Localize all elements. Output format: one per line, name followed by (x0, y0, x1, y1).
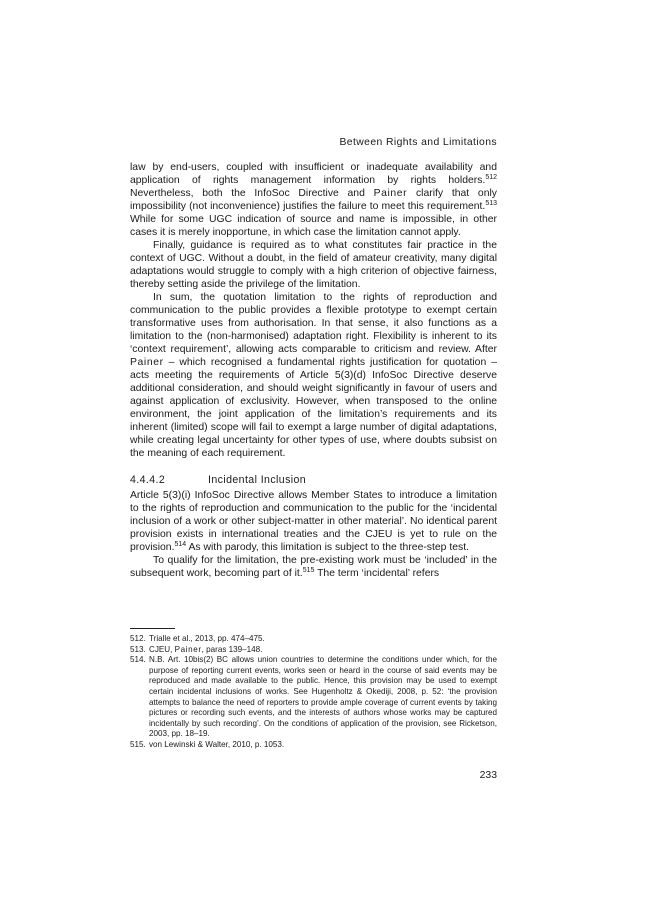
footnote-number: 515. (130, 739, 146, 749)
footnotes (130, 634, 497, 751)
paragraph-3 (130, 291, 497, 460)
section-number: 4.4.4.2 (130, 474, 166, 486)
paragraph-5 (130, 554, 497, 580)
running-head: Between Rights and Limitations (339, 137, 497, 148)
footnote-number: 512. (130, 634, 146, 643)
paragraph-text: law by end-users, coupled with insufficient or inadequate availability and application of rights management information by rights holders. (130, 162, 497, 186)
main-text (130, 161, 497, 580)
case-name: Painer (174, 644, 202, 654)
footnote-number: 513. (130, 644, 146, 654)
footnote (130, 645, 497, 656)
case-name: Painer (130, 357, 164, 368)
paragraph-4 (130, 489, 497, 554)
footnote-text: Trialle et al., 2013, pp. 474–475. (149, 634, 265, 643)
footnote-ref[interactable]: 514 (174, 541, 187, 548)
footnote-text: von Lewinski & Walter, 2010, p. 1053. (149, 739, 285, 749)
footnote-divider (130, 628, 175, 629)
section-title: Incidental Inclusion (208, 474, 307, 486)
paragraph-2: Finally, guidance is required as to what constitutes fair practice in the context of UGC. Without a doubt, in the field of amateur creativity, many digital adaptations would struggle to comply with a high criterion of objective fairness, thereby setting aside the privilege of the limitation. (130, 240, 497, 290)
footnote-ref[interactable]: 512 (485, 174, 497, 181)
paragraph-text: To qualify for the limitation, the pre-existing work must be ‘included’ in the subsequent work, becoming part of it. (130, 555, 497, 579)
paragraph-1 (130, 161, 497, 239)
footnote (130, 655, 497, 740)
footnote-text-part: CJEU, (149, 644, 175, 654)
page-number: 233 (479, 770, 497, 781)
paragraph-text: As with parody, this limitation is subject to the three-step test. (186, 542, 469, 553)
footnote-text: N.B. Art. 10bis(2) BC allows union countries to determine the conditions under which, for the purpose of reporting current events, works seen or heard in the course of said events may be reproduced and made available to the public. Hence, this provision may be used to exempt certain incidental inclusions of works. See Hugenholtz & Okediji, 2008, p. 52: ‘the provision attempts to balance the need of reporters to provide ample coverage of current events by taking pictures or recording such events, and the interests of authors whose works may be captured incidentally by such recording’. On the conditions of application of the provision, see Ricketson, 2003, pp. 18–19. (149, 655, 497, 739)
footnote-text-part: , paras 139–148. (201, 644, 263, 654)
case-name: Painer (373, 188, 408, 199)
footnote (130, 740, 497, 751)
book-page (130, 0, 497, 920)
paragraph-text: Article 5(3)(i) InfoSoc Directive allows Member States to introduce a limitation to the rights of reproduction and communication to the public for the ‘incidental inclusion of a work or other subject-matter in other material’. No identical parent provision exists in international treaties and the CJEU is yet to rule on the provision. (130, 490, 497, 553)
footnote (130, 634, 497, 645)
section-heading (130, 474, 497, 487)
footnote-ref[interactable]: 513 (485, 200, 497, 207)
footnote-text (149, 645, 497, 656)
footnote-ref[interactable]: 515 (302, 567, 315, 574)
footnote-number: 514. (130, 655, 146, 665)
paragraph-text: Nevertheless, both the InfoSoc Directive and (130, 188, 374, 199)
paragraph-text: – which recognised a fundamental rights justification for quotation – acts meeting the requirements of Article 5(3)(d) InfoSoc Directive deserve additional consideration, and should weight significantly in favour of users and against application of exclusivity. However, when transposed to the online environment, the joint application of the limitation’s requirements and its inherent (limited) scope will fail to exempt a large number of digital adaptations, while creating legal uncertainty for other types of use, where doubts subsist on the meaning of each requirement. (130, 357, 497, 459)
paragraph-text: In sum, the quotation limitation to the rights of reproduction and communication to the public provides a flexible prototype to exempt certain transformative uses from authorisation. In that sense, it also functions as a limitation to the (non-harmonised) adaptation right. Flexibility is inherent to its ‘context requirement’, allowing acts comparable to criticism and review. After (130, 292, 497, 355)
paragraph-text: clarify that only impossibility (not inconvenience) justifies the failure to meet this requirement. (130, 188, 497, 212)
paragraph-text: While for some UGC indication of source and name is impossible, in other cases it is merely inopportune, in which case the limitation cannot apply. (130, 214, 497, 238)
paragraph-text: The term ‘incidental’ refers (314, 568, 440, 579)
